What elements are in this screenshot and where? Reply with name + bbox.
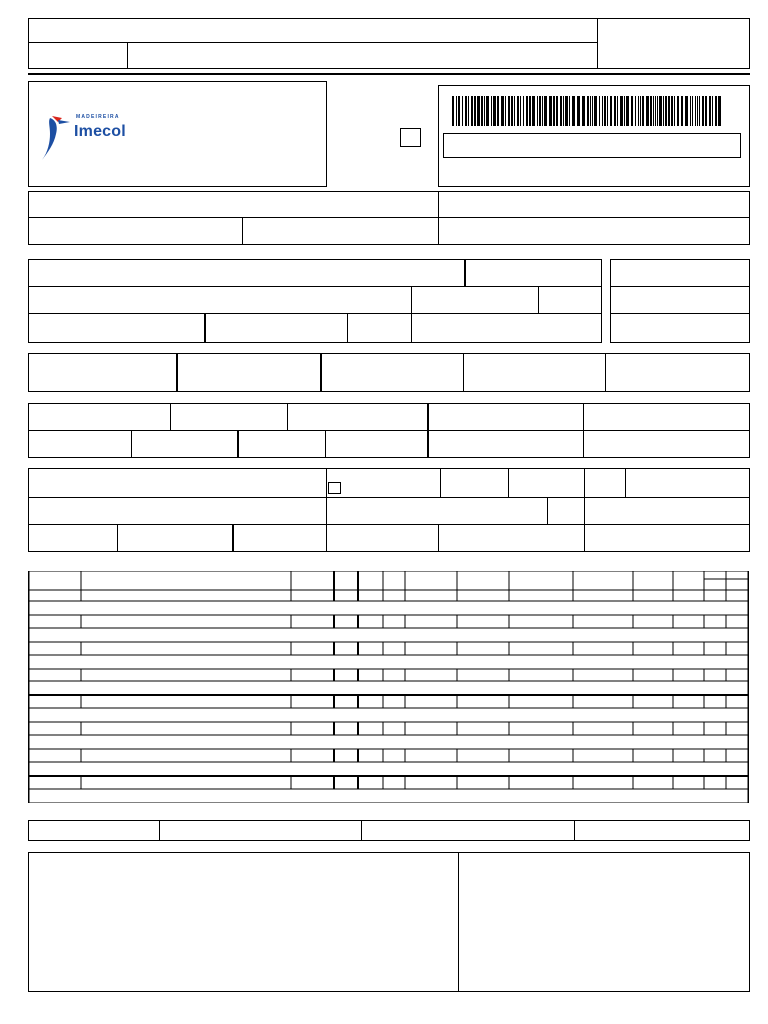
recipient-row2	[28, 313, 602, 314]
billing-v2	[320, 353, 322, 392]
additional-info-box	[28, 852, 750, 992]
separator-line	[28, 73, 750, 75]
tax-v1	[170, 403, 171, 430]
tax-v5	[131, 430, 132, 458]
operation-box	[28, 191, 750, 245]
tax-v3	[427, 403, 429, 458]
transport-v8	[232, 524, 234, 552]
header-vdivider-right	[597, 18, 598, 69]
issqn-v2	[361, 820, 362, 841]
transport-v3	[508, 468, 509, 497]
tax-v4	[583, 403, 584, 458]
issqn-box	[28, 820, 750, 841]
transport-v2	[440, 468, 441, 497]
tax-v2	[287, 403, 288, 430]
items-table	[28, 571, 749, 803]
header-divider	[28, 42, 597, 43]
logo-subtitle: MADEIREIRA	[76, 114, 120, 120]
recipient-v3	[538, 286, 539, 313]
dates-row1	[610, 286, 750, 287]
issqn-v3	[574, 820, 575, 841]
tax-row	[28, 430, 750, 431]
transport-v6	[547, 497, 548, 524]
header-vdivider-left	[127, 42, 128, 69]
access-key-field	[443, 133, 741, 158]
transport-row1	[28, 497, 750, 498]
billing-v3	[463, 353, 464, 392]
billing-v4	[605, 353, 606, 392]
recipient-box	[28, 259, 602, 343]
transport-v1	[326, 468, 327, 552]
logo-wordmark: Imecol	[74, 123, 126, 140]
billing-box	[28, 353, 750, 392]
recipient-v5	[347, 313, 348, 343]
operation-vdivider-2	[242, 217, 243, 245]
barcode-graphic	[452, 96, 722, 126]
recipient-v2	[411, 286, 412, 343]
operation-vdivider	[438, 191, 439, 245]
tax-v7	[325, 430, 326, 458]
transport-box	[28, 468, 750, 552]
recipient-v1	[464, 259, 466, 286]
transport-v4	[584, 468, 585, 552]
dates-row2	[610, 313, 750, 314]
freight-checkbox[interactable]	[328, 482, 341, 494]
header-box	[28, 18, 750, 69]
transport-v5	[625, 468, 626, 497]
additional-info-divider	[458, 852, 459, 992]
billing-v1	[176, 353, 178, 392]
woodpecker-logo-icon	[38, 112, 74, 164]
recipient-v4	[204, 313, 206, 343]
tax-v6	[237, 430, 239, 458]
entry-exit-checkbox[interactable]	[400, 128, 421, 147]
transport-v9	[438, 524, 439, 552]
issqn-v1	[159, 820, 160, 841]
operation-divider	[28, 217, 750, 218]
transport-v7	[117, 524, 118, 552]
transport-row2	[28, 524, 750, 525]
recipient-row1	[28, 286, 602, 287]
dates-box	[610, 259, 750, 343]
